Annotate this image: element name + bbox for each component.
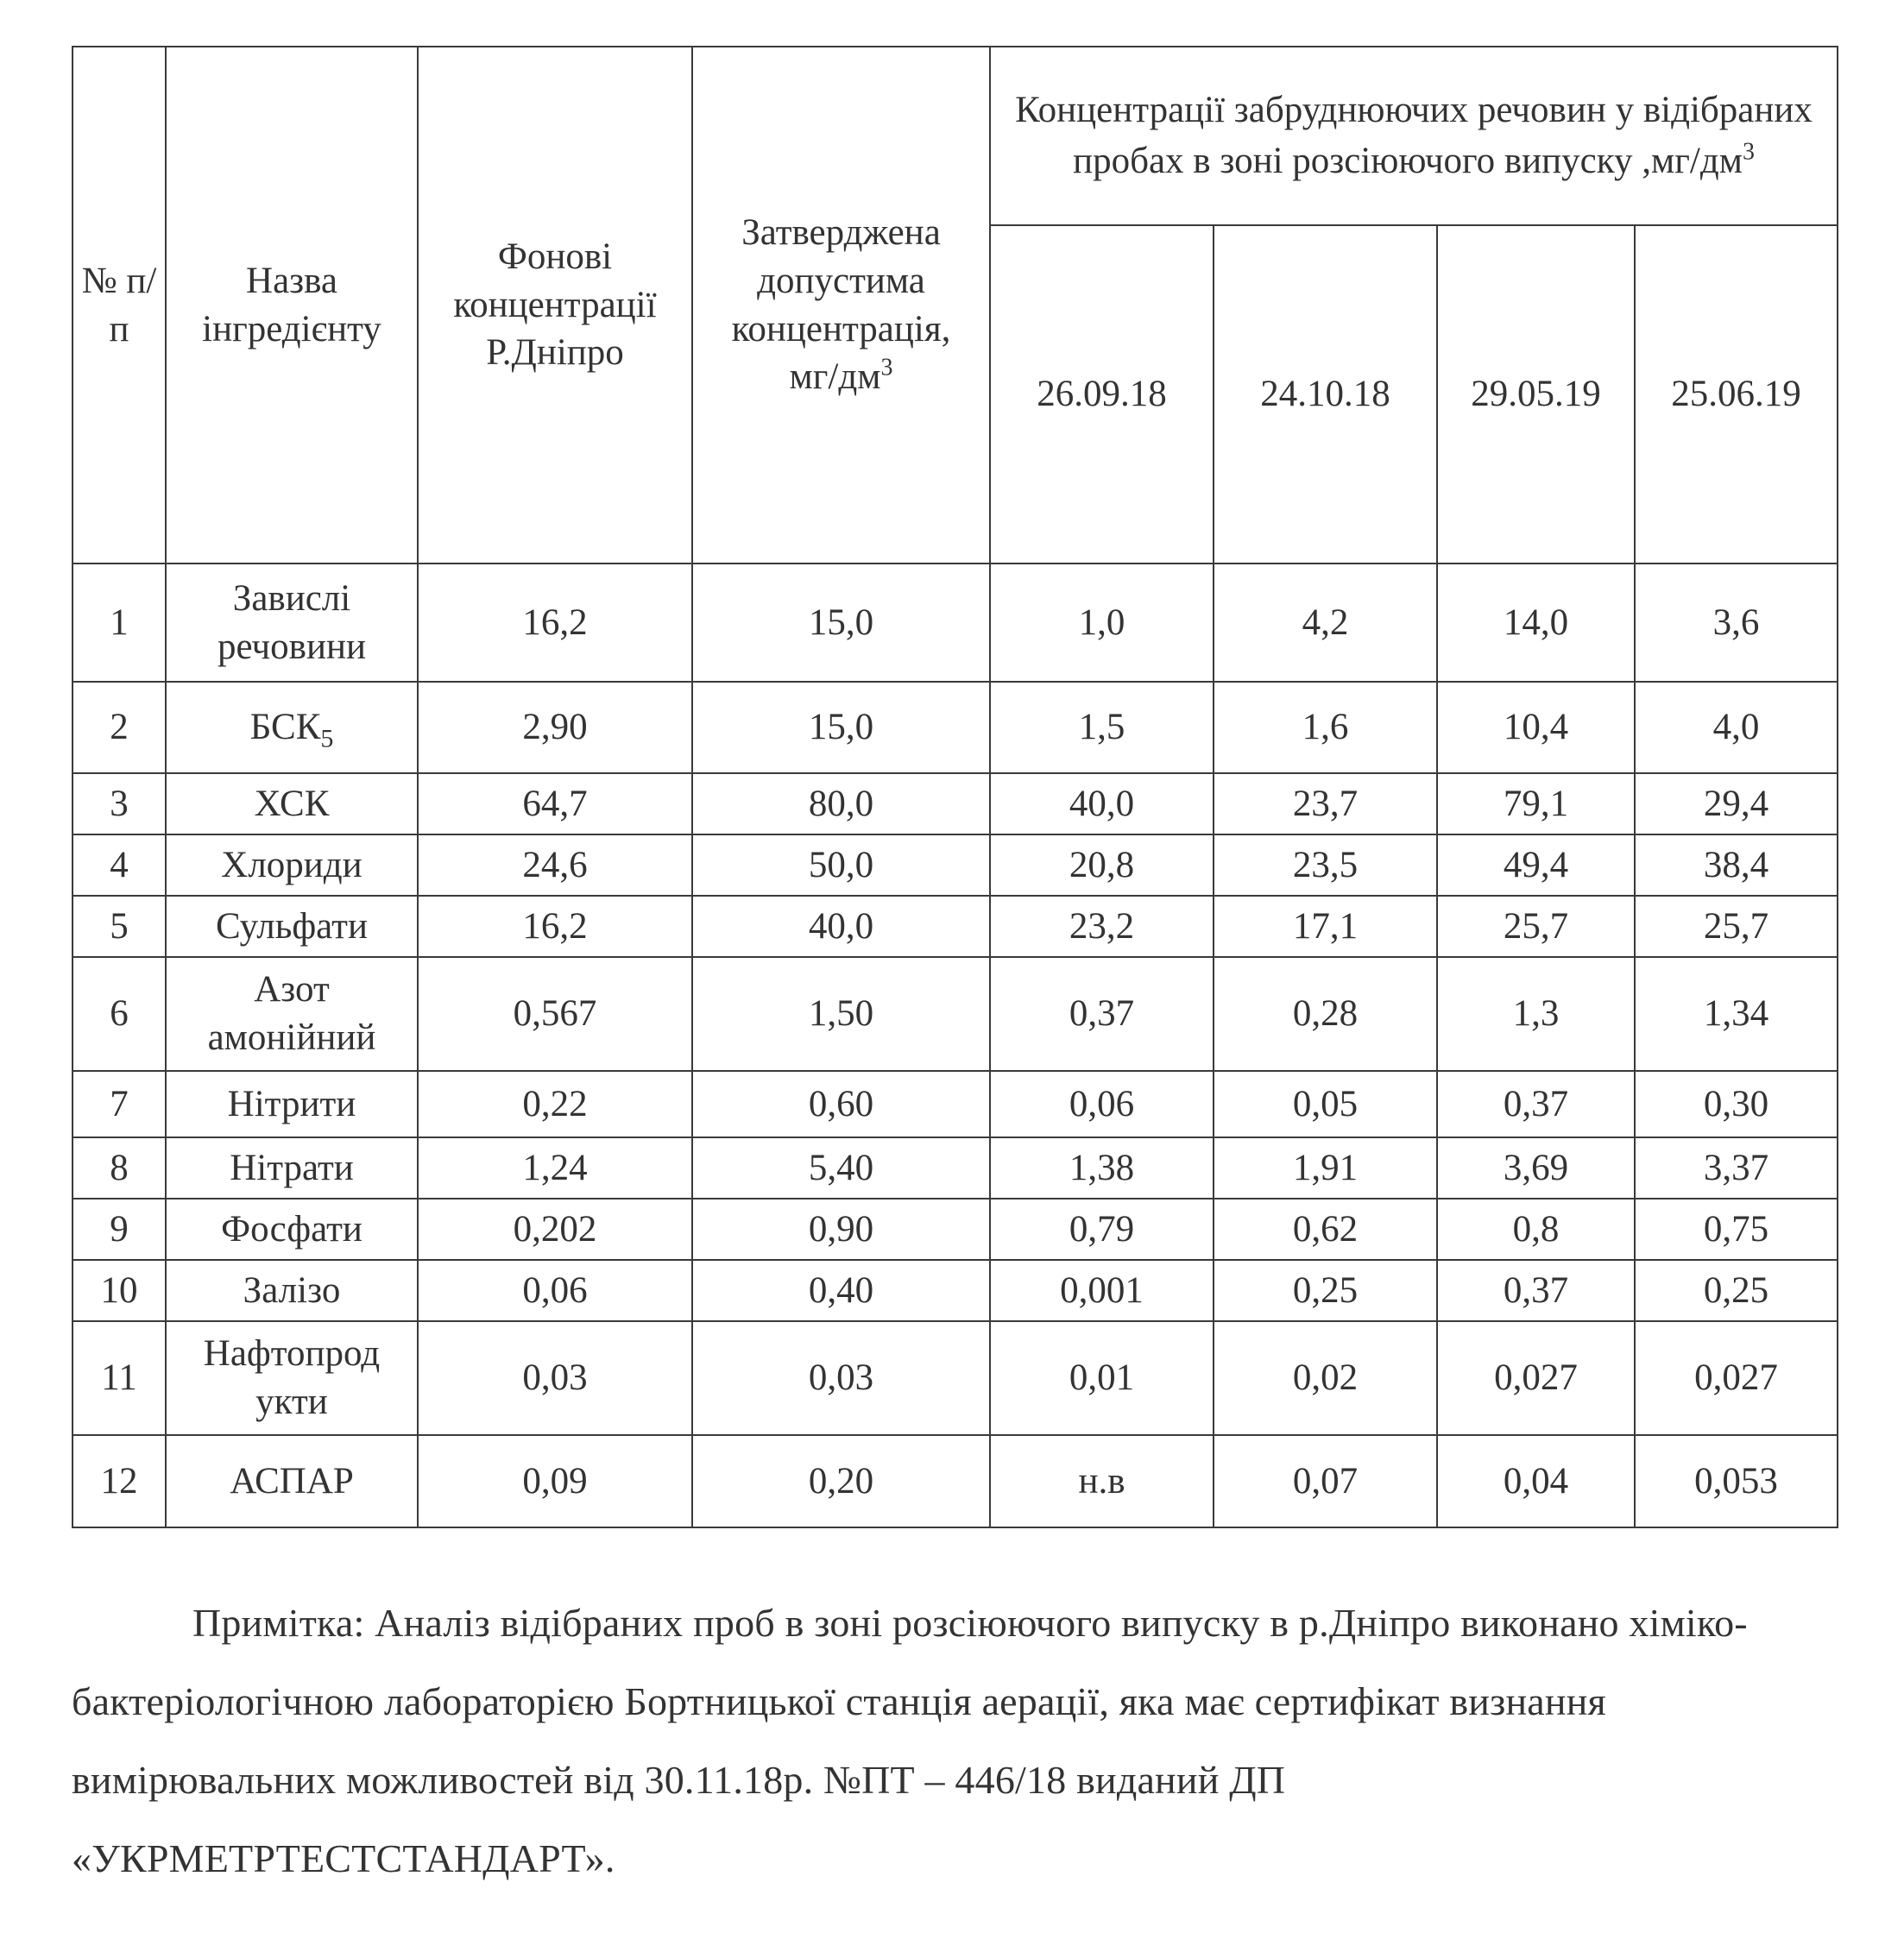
cell-date-1: 1,38 bbox=[990, 1137, 1214, 1199]
cell-no: 7 bbox=[73, 1071, 166, 1137]
cell-date-2: 0,28 bbox=[1214, 957, 1437, 1071]
cell-approved: 80,0 bbox=[692, 773, 990, 834]
cell-date-3: 0,04 bbox=[1437, 1435, 1635, 1527]
cell-date-2: 0,07 bbox=[1214, 1435, 1437, 1527]
header-date: 26.09.18 bbox=[990, 225, 1214, 564]
header-date: 29.05.19 bbox=[1437, 225, 1635, 564]
cell-no: 12 bbox=[73, 1435, 166, 1527]
cell-background: 24,6 bbox=[418, 834, 692, 896]
cell-no: 6 bbox=[73, 957, 166, 1071]
concentration-table bbox=[72, 46, 1838, 1528]
cell-no: 9 bbox=[73, 1199, 166, 1260]
cell-name bbox=[166, 1435, 418, 1527]
cell-date-4: 1,34 bbox=[1635, 957, 1838, 1071]
ingredient-name: Азот амонійний bbox=[207, 969, 376, 1058]
ingredient-name: Нітрити bbox=[227, 1083, 356, 1124]
ingredient-name: ХСК bbox=[254, 783, 330, 824]
table-row bbox=[73, 682, 1838, 773]
cell-name bbox=[166, 1260, 418, 1321]
cell-approved: 15,0 bbox=[692, 564, 990, 682]
cell-date-4: 3,6 bbox=[1635, 564, 1838, 682]
cell-background: 0,202 bbox=[418, 1199, 692, 1260]
cell-date-4: 4,0 bbox=[1635, 682, 1838, 773]
cell-date-4: 0,027 bbox=[1635, 1321, 1838, 1435]
header-approved-unit-sup: 3 bbox=[880, 355, 893, 382]
cell-background: 0,567 bbox=[418, 957, 692, 1071]
cell-name bbox=[166, 1199, 418, 1260]
table-row bbox=[73, 957, 1838, 1071]
cell-date-4: 0,75 bbox=[1635, 1199, 1838, 1260]
cell-no: 11 bbox=[73, 1321, 166, 1435]
cell-date-3: 0,37 bbox=[1437, 1260, 1635, 1321]
cell-date-1: 0,06 bbox=[990, 1071, 1214, 1137]
cell-approved: 0,60 bbox=[692, 1071, 990, 1137]
cell-date-1: 0,01 bbox=[990, 1321, 1214, 1435]
table-row bbox=[73, 834, 1838, 896]
cell-date-4: 38,4 bbox=[1635, 834, 1838, 896]
cell-no: 3 bbox=[73, 773, 166, 834]
ingredient-name: Залізо bbox=[243, 1269, 341, 1311]
ingredient-subscript: 5 bbox=[320, 724, 334, 753]
ingredient-name: БСК bbox=[249, 707, 321, 748]
cell-background: 16,2 bbox=[418, 564, 692, 682]
cell-date-1: 1,5 bbox=[990, 682, 1214, 773]
ingredient-name: Фосфати bbox=[221, 1208, 363, 1250]
cell-name bbox=[166, 896, 418, 957]
cell-date-3: 49,4 bbox=[1437, 834, 1635, 896]
cell-date-2: 0,25 bbox=[1214, 1260, 1437, 1321]
cell-date-3: 25,7 bbox=[1437, 896, 1635, 957]
cell-name bbox=[166, 1321, 418, 1435]
cell-date-3: 79,1 bbox=[1437, 773, 1635, 834]
cell-date-4: 29,4 bbox=[1635, 773, 1838, 834]
cell-date-3: 0,027 bbox=[1437, 1321, 1635, 1435]
header-samples-sup: 3 bbox=[1742, 138, 1755, 166]
cell-background: 0,22 bbox=[418, 1071, 692, 1137]
header-row-top bbox=[73, 47, 1838, 225]
table-row bbox=[73, 1260, 1838, 1321]
header-background: Фонові концентрації Р.Дніпро bbox=[418, 47, 692, 564]
ingredient-name: Нафтопрод укти bbox=[203, 1333, 381, 1422]
cell-date-1: 0,79 bbox=[990, 1199, 1214, 1260]
cell-no: 1 bbox=[73, 564, 166, 682]
table-body bbox=[73, 564, 1838, 1527]
cell-name bbox=[166, 1071, 418, 1137]
cell-approved: 40,0 bbox=[692, 896, 990, 957]
note bbox=[72, 1584, 1837, 1898]
cell-name bbox=[166, 773, 418, 834]
cell-name bbox=[166, 957, 418, 1071]
cell-approved: 50,0 bbox=[692, 834, 990, 896]
cell-background: 0,03 bbox=[418, 1321, 692, 1435]
cell-name bbox=[166, 564, 418, 682]
note-text: Примітка: Аналіз відібраних проб в зоні розсіюючого випуску в р.Дніпро виконано хіміко-бактеріологічною лабораторією Бортницької станція аерації, яка має сертифікат визнання вимірювальних можливостей від 30.11.18р. №ПТ – 446/18 виданий ДП «УКРМЕТРТЕСТСТАНДАРТ». bbox=[72, 1601, 1748, 1880]
table-row bbox=[73, 1137, 1838, 1199]
header-date: 25.06.19 bbox=[1635, 225, 1838, 564]
cell-background: 2,90 bbox=[418, 682, 692, 773]
cell-background: 1,24 bbox=[418, 1137, 692, 1199]
ingredient-name: Хлориди bbox=[221, 844, 363, 885]
cell-name bbox=[166, 682, 418, 773]
cell-no: 10 bbox=[73, 1260, 166, 1321]
cell-approved: 0,20 bbox=[692, 1435, 990, 1527]
cell-background: 0,09 bbox=[418, 1435, 692, 1527]
cell-date-3: 0,8 bbox=[1437, 1199, 1635, 1260]
cell-date-1: н.в bbox=[990, 1435, 1214, 1527]
table-row bbox=[73, 896, 1838, 957]
cell-date-2: 1,6 bbox=[1214, 682, 1437, 773]
table-row bbox=[73, 1321, 1838, 1435]
cell-date-4: 0,053 bbox=[1635, 1435, 1838, 1527]
cell-background: 64,7 bbox=[418, 773, 692, 834]
cell-date-2: 0,62 bbox=[1214, 1199, 1437, 1260]
header-samples-group bbox=[990, 47, 1838, 225]
cell-date-4: 0,30 bbox=[1635, 1071, 1838, 1137]
cell-approved: 0,90 bbox=[692, 1199, 990, 1260]
cell-date-3: 10,4 bbox=[1437, 682, 1635, 773]
cell-no: 5 bbox=[73, 896, 166, 957]
table-row bbox=[73, 1071, 1838, 1137]
cell-date-2: 0,02 bbox=[1214, 1321, 1437, 1435]
cell-date-2: 17,1 bbox=[1214, 896, 1437, 957]
header-name: Назва інгредієнту bbox=[166, 47, 418, 564]
ingredient-name: Нітрати bbox=[230, 1147, 354, 1188]
cell-date-2: 1,91 bbox=[1214, 1137, 1437, 1199]
table-row bbox=[73, 773, 1838, 834]
cell-approved: 0,03 bbox=[692, 1321, 990, 1435]
cell-date-2: 23,7 bbox=[1214, 773, 1437, 834]
cell-date-4: 3,37 bbox=[1635, 1137, 1838, 1199]
header-date: 24.10.18 bbox=[1214, 225, 1437, 564]
cell-date-1: 0,001 bbox=[990, 1260, 1214, 1321]
cell-approved: 15,0 bbox=[692, 682, 990, 773]
cell-date-3: 3,69 bbox=[1437, 1137, 1635, 1199]
cell-date-2: 23,5 bbox=[1214, 834, 1437, 896]
cell-date-4: 0,25 bbox=[1635, 1260, 1838, 1321]
cell-no: 8 bbox=[73, 1137, 166, 1199]
table-row bbox=[73, 1199, 1838, 1260]
cell-background: 0,06 bbox=[418, 1260, 692, 1321]
cell-date-1: 0,37 bbox=[990, 957, 1214, 1071]
cell-date-1: 20,8 bbox=[990, 834, 1214, 896]
cell-no: 4 bbox=[73, 834, 166, 896]
cell-date-2: 4,2 bbox=[1214, 564, 1437, 682]
cell-date-3: 14,0 bbox=[1437, 564, 1635, 682]
cell-approved: 1,50 bbox=[692, 957, 990, 1071]
cell-date-1: 40,0 bbox=[990, 773, 1214, 834]
header-samples-text: Концентрації забруднюючих речовин у відібраних пробах в зоні розсіюючого випуску ,мг/дм bbox=[1015, 90, 1813, 181]
cell-no: 2 bbox=[73, 682, 166, 773]
cell-date-2: 0,05 bbox=[1214, 1071, 1437, 1137]
table-row bbox=[73, 564, 1838, 682]
cell-name bbox=[166, 834, 418, 896]
cell-approved: 0,40 bbox=[692, 1260, 990, 1321]
ingredient-name: Завислі речовини bbox=[218, 577, 366, 667]
cell-date-3: 1,3 bbox=[1437, 957, 1635, 1071]
header-approved-unit: мг/дм bbox=[789, 356, 881, 398]
cell-name bbox=[166, 1137, 418, 1199]
header-approved-text: Затверджена допустима концентрація, bbox=[731, 211, 951, 349]
header-approved bbox=[692, 47, 990, 564]
ingredient-name: АСПАР bbox=[230, 1460, 354, 1502]
cell-date-1: 23,2 bbox=[990, 896, 1214, 957]
cell-date-3: 0,37 bbox=[1437, 1071, 1635, 1137]
cell-background: 16,2 bbox=[418, 896, 692, 957]
ingredient-name: Сульфати bbox=[216, 905, 368, 947]
header-no: № п/п bbox=[73, 47, 166, 564]
cell-approved: 5,40 bbox=[692, 1137, 990, 1199]
cell-date-1: 1,0 bbox=[990, 564, 1214, 682]
table-row bbox=[73, 1435, 1838, 1527]
cell-date-4: 25,7 bbox=[1635, 896, 1838, 957]
